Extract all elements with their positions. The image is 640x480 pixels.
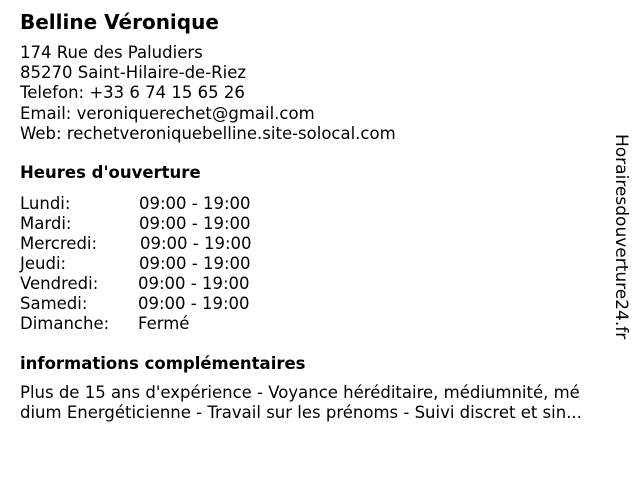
website: Web: rechetveroniquebelline.site-solocal.com <box>20 123 396 143</box>
time-range: 09:00 - 19:00 <box>140 234 252 253</box>
description-line: dium Energéticienne - Travail sur les prénoms - Suivi discret et sin... <box>20 403 582 422</box>
time-range: 09:00 - 19:00 <box>138 294 250 313</box>
day-label: Mercredi: <box>20 234 98 253</box>
day-label: Vendredi: <box>20 274 99 293</box>
closed-status: Fermé <box>138 314 190 333</box>
time-range: 09:00 - 19:00 <box>139 214 251 233</box>
business-name: Belline Véronique <box>20 10 219 34</box>
time-range: 09:00 - 19:00 <box>139 254 251 273</box>
additional-info-text <box>20 383 620 423</box>
address-city: 85270 Saint-Hilaire-de-Riez <box>20 63 247 83</box>
time-range: 09:00 - 19:00 <box>139 194 251 213</box>
additional-info-title: informations complémentaires <box>20 354 306 373</box>
contact-block <box>20 43 396 144</box>
day-label: Dimanche: <box>20 314 110 333</box>
day-label: Mardi: <box>20 214 72 233</box>
day-label: Samedi: <box>20 294 88 313</box>
day-label: Lundi: <box>20 194 71 213</box>
time-range: 09:00 - 19:00 <box>138 274 250 293</box>
opening-hours-title: Heures d'ouverture <box>20 163 201 182</box>
address-street: 174 Rue des Paludiers <box>20 43 203 62</box>
email-address: Email: veroniquerechet@gmail.com <box>20 103 315 123</box>
site-watermark: Horairesdouverture24.fr <box>611 134 631 340</box>
day-label: Jeudi: <box>20 254 67 273</box>
phone-number: Telefon: +33 6 74 15 65 26 <box>20 83 245 103</box>
description-line: Plus de 15 ans d'expérience - Voyance héréditaire, médiumnité, mé <box>20 383 580 402</box>
